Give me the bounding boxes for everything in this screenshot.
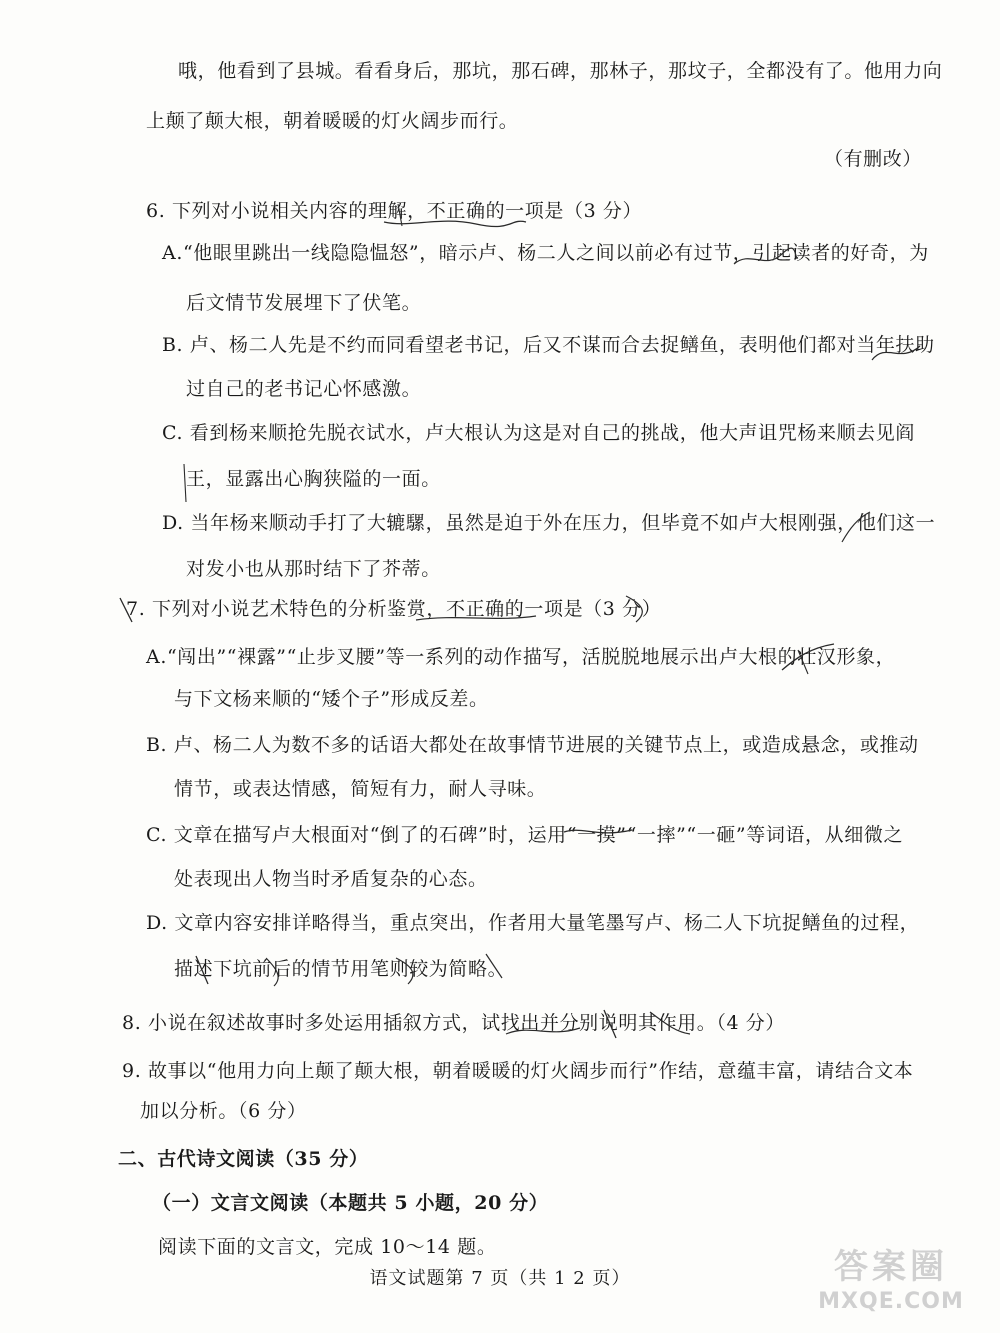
q6-stem: 6. 下列对小说相关内容的理解，不正确的一项是（3 分） — [146, 200, 643, 222]
q6-option-d-line-2: 对发小也从那时结下了芥蒂。 — [186, 558, 441, 580]
q9-line-2: 加以分析。（6 分） — [140, 1100, 307, 1122]
section-2-title: 二、古代诗文阅读（35 分） — [118, 1148, 369, 1170]
q7-option-b-line-2: 情节，或表达情感，简短有力，耐人寻味。 — [174, 778, 547, 800]
passage-line-1: 哦，他看到了县城。看看身后，那坑，那石碑，那林子，那坟子，全都没有了。他用力向 — [178, 60, 943, 82]
section-2-instruction: 阅读下面的文言文，完成 10～14 题。 — [158, 1236, 497, 1258]
q7-stem: 7. 下列对小说艺术特色的分析鉴赏，不正确的一项是（3 分） — [126, 598, 662, 620]
section-2-subtitle: （一）文言文阅读（本题共 5 小题，20 分） — [152, 1192, 549, 1214]
q6-option-c-line-1: C. 看到杨来顺抢先脱衣试水，卢大根认为这是对自己的挑战，他大声诅咒杨来顺去见阎 — [162, 422, 915, 444]
pen-mark-q6-stem — [380, 200, 530, 230]
q6-option-b-line-2: 过自己的老书记心怀感激。 — [186, 378, 422, 400]
q7-option-d-line-1: D. 文章内容安排详略得当，重点突出，作者用大量笔墨写卢、杨二人下坑捉鳝鱼的过程， — [146, 912, 920, 934]
pen-mark-q7-c — [558, 820, 638, 850]
page-footer: 语文试题第 7 页（共 1 2 页） — [369, 1268, 631, 1289]
q7-option-a-line-2: 与下文杨来顺的“矮个子”形成反差。 — [174, 688, 489, 710]
q7-option-a-line-1: A.“闯出”“裸露”“止步叉腰”等一系列的动作描写，活脱脱地展示出卢大根的壮汉形象， — [146, 646, 896, 668]
q7-option-c-line-1: C. 文章在描写卢大根面对“倒了的石碑”时，运用“一摸”“一摔”“一砸”等词语，从细微之 — [146, 824, 904, 846]
pen-mark-q6-d — [836, 508, 876, 548]
q6-option-d-line-1: D. 当年杨来顺动手打了大辘騾，虽然是迫于外在压力，但毕竟不如卢大根刚强，他们这一 — [162, 512, 936, 534]
q7-option-c-line-2: 处表现出人物当时矛盾复杂的心态。 — [174, 868, 488, 890]
q6-option-b-line-1: B. 卢、杨二人先是不约而同看望老书记，后又不谋而合去捉鳝鱼，表明他们都对当年扶助 — [162, 334, 935, 356]
pen-mark-q7-a — [778, 640, 838, 676]
q7-option-d-line-2: 描述下坑前后的情节用笔则较为简略。 — [174, 958, 508, 980]
pen-mark-q6-b — [866, 334, 926, 368]
watermark-bottom-text: MXQE.COM — [818, 1289, 964, 1314]
pen-mark-q6-a — [730, 244, 800, 274]
q7-option-b-line-1: B. 卢、杨二人为数不多的话语大都处在故事情节进展的关键节点上，或造成悬念，或推动 — [146, 734, 919, 756]
passage-note: （有删改） — [823, 148, 922, 170]
watermark-top-text: 答案圈 — [834, 1247, 948, 1287]
q6-option-a-line-2: 后文情节发展埋下了伏笔。 — [186, 292, 422, 314]
watermark-logo — [796, 1245, 986, 1325]
q6-option-a-line-1: A.“他眼里跳出一线隐隐愠怒”，暗示卢、杨二人之间以前必有过节，引起读者的好奇，为 — [162, 242, 929, 264]
q6-option-c-line-2: 王，显露出心胸狭隘的一面。 — [186, 468, 441, 490]
q9-line-1: 9. 故事以“他用力向上颠了颠大根，朝着暖暖的灯火阔步而行”作结，意蕴丰富，请结合文本 — [122, 1060, 914, 1082]
q8-stem: 8. 小说在叙述故事时多处运用插叙方式，试找出并分别说明其作用。（4 分） — [122, 1012, 785, 1034]
passage-line-2: 上颠了颠大根，朝着暖暖的灯火阔步而行。 — [146, 110, 519, 132]
pen-mark-q8 — [500, 1004, 700, 1044]
pen-mark-q6-c — [174, 462, 198, 506]
pen-mark-q7-stem — [116, 592, 656, 626]
pen-mark-q7-d — [186, 948, 526, 988]
